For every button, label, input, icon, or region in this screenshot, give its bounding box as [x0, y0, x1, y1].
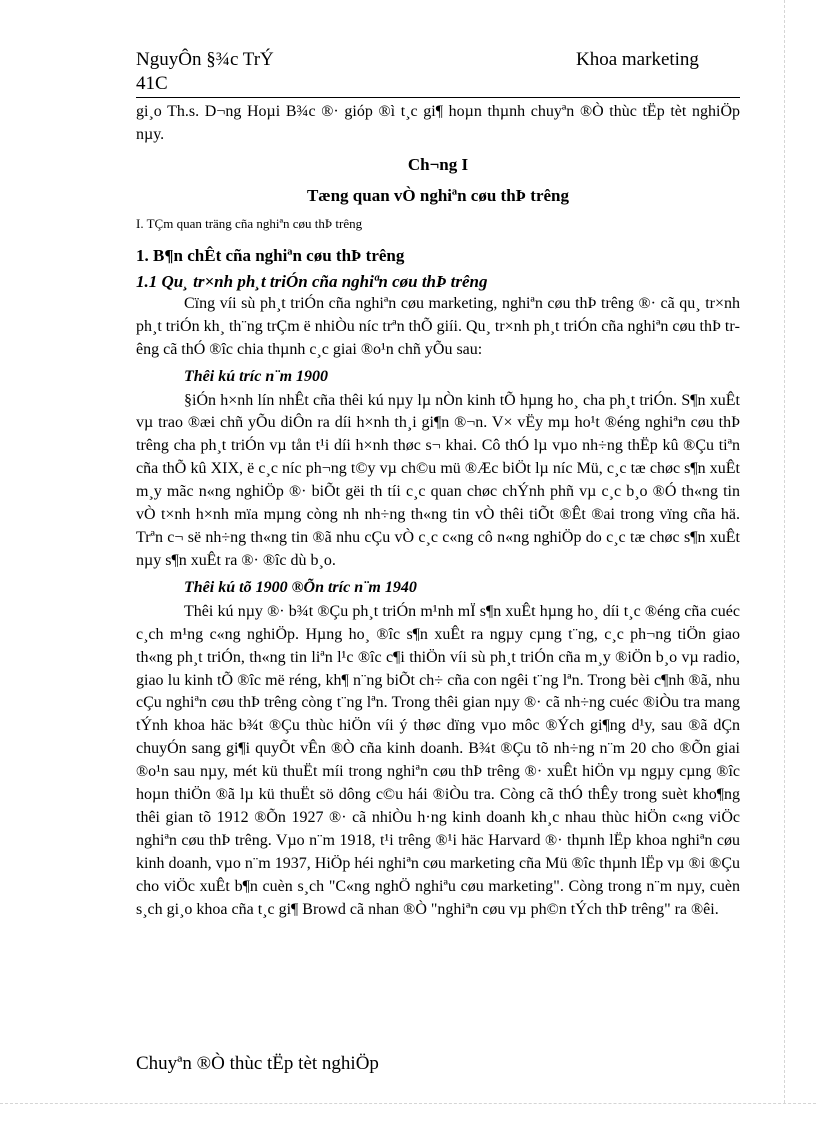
chapter-title: Tæng quan vÒ nghiªn cøu thÞ trêng: [306, 185, 570, 205]
period-heading-before-1900: Thêi kú tríc n¨m 1900: [184, 367, 329, 385]
period-heading-1900-1940: Thêi kú tõ 1900 ®Õn tríc n¨m 1940: [184, 578, 417, 596]
intro-paragraph: gi¸o Th.s. D¬ng Hoµi B¾c ®· gióp ®ì t¸c gi¶ hoµn thµnh chuyªn ®Ò thùc tËp tèt nghiÖp nµy.: [136, 103, 740, 143]
section-heading-i: I. TÇm quan träng cña nghiªn cøu thÞ trêng: [136, 215, 363, 231]
paragraph-before-1900: §iÓn h×nh lín nhÊt cña thêi kú nµy lµ nÒn kinh tÕ hµng ho¸ cha ph¸t triÓn. S¶n xuÊt vµ trao ®æi chñ yÕu diÔn ra díi h×nh th¸i gi¶n ®¬n. V× vËy mµ ho¹t ®éng nghiªn cøu thÞ trêng cha ph¸t triÓn vµ tån t¹i díi h×nh thøc s¬ khai. Cô thÓ lµ vµo nh÷ng thËp kû ®Çu tiªn cña thÕ kû XIX, ë c¸c níc ph¬ng t©y vµ ch©u mü ®Æc biÖt lµ níc Mü, c¸c tæ chøc s¶n xuÊt m¸y mãc n«ng nghiÖp ®· biÕt gëi th tíi c¸c quan chøc chÝnh phñ vµ c¸c b¸o ®Ó th«ng tin vÒ t×nh h×nh mïa mµng còng nh nh÷ng th«ng tin vÒ thêi tiÕt ®Êt ®ai trong vïng cña hä. Trªn c¬ së nh÷ng th«ng tin ®ã nhu cÇu vÒ c¸c c«ng cô n«ng nghiÖp do c¸c tæ chøc s¶n xuÊt nµy s¶n xuÊt ra ®· ®îc dù b¸o.: [136, 391, 740, 569]
document-body: [136, 101, 740, 921]
section-heading-1: 1. B¶n chÊt cña nghiªn cøu thÞ trêng: [136, 245, 405, 265]
paragraph-development: Cïng víi sù ph¸t triÓn cña nghiªn cøu marketing, nghiªn cøu thÞ trêng ®· cã qu¸ tr×nh ph¸t triÓn kh¸ th¨ng trÇm ë nhiÒu níc trªn thÕ giíi. Qu¸ tr×nh ph¸t triÓn cña nghiªn cøu thÞ trêng cã thÓ ®îc chia thµnh c¸c giai ®o¹n chñ yÕu sau:: [136, 294, 740, 358]
header-class: 41C: [136, 73, 168, 94]
paragraph-1900-1940: Thêi kú nµy ®· b¾t ®Çu ph¸t triÓn m¹nh mÏ s¶n xuÊt hµng ho¸ díi t¸c ®éng cña cuéc c¸ch m¹ng c«ng nghiÖp. Hµng ho¸ ®îc s¶n xuÊt ra ngµy cµng t¨ng, c¸c ph¬ng tiÖn giao th«ng ph¸t triÓn, th«ng tin liªn l¹c ®îc c¶i thiÖn víi sù ph¸t triÓn cña m¸y ®iÖn b¸o vµ radio, giao lu kinh tÕ ®îc më réng, kh¶ n¨ng biÕt ch÷ cña con ngêi t¨ng lªn. Trong bèi c¶nh ®ã, nhu cÇu nghiªn cøu thÞ trêng còng t¨ng lªn. Trong thêi gian nµy ®· cã nh÷ng cuéc ®iÒu tra mang tÝnh khoa häc b¾t ®Çu thùc hiÖn víi ý thøc dïng vµo môc ®Ých gi¶ng d¹y, sau ®ã dÇn chuyÓn sang gi¶i quyÕt vÊn ®Ò cña kinh doanh. B¾t ®Çu tõ nh÷ng n¨m 20 cho ®Õn giai ®o¹n sau nµy, mét kü thuËt míi trong nghiªn cøu thÞ trêng ®· xuÊt hiÖn vµ ngµy cµng ®îc hoµn thiÖn ®ã lµ kü thuËt sö dông c©u hái ®iÒu tra. Còng cã thÓ thÊy trong suèt kho¶ng thêi gian tõ 1912 ®Õn 1927 ®· cã nhiÒu h·ng kinh doanh kh¸c nhau thùc hiÖn c«ng viÖc nghiªn cøu thÞ trêng. Vµo n¨m 1918, t¹i trêng ®¹i häc Harvard ®· thµnh lËp khoa nghiªn cøu kinh doanh, vµo n¨m 1937, HiÖp héi nghiªn cøu marketing cña Mü ®îc thµnh lËp vµ ®i ®Çu cho viÖc xuÊt b¶n cuèn s¸ch "C«ng nghÖ nghiªu cøu marketing". Còng trong n¨m nµy, cuèn s¸ch gi¸o khoa cña t¸c gi¶ Browd cã nhan ®Ò "nghiªn cøu vµ ph©n tÝch thÞ trêng" ra ®êi.: [136, 602, 740, 918]
header-author-name: NguyÔn §¾c TrÝ: [136, 49, 274, 70]
header-rule: [136, 97, 740, 98]
chapter-heading: Ch¬ng I: [407, 154, 469, 174]
section-heading-1-1: 1.1 Qu¸ tr×nh ph¸t triÓn cña nghiªn cøu thÞ trêng: [136, 271, 488, 291]
page-edge-vertical: [784, 0, 785, 1103]
header-department: Khoa marketing: [576, 49, 699, 70]
footer-title: Chuyªn ®Ò thùc tËp tèt nghiÖp: [136, 1053, 379, 1074]
page-edge-horizontal: [0, 1103, 816, 1104]
header-author: [136, 48, 274, 96]
